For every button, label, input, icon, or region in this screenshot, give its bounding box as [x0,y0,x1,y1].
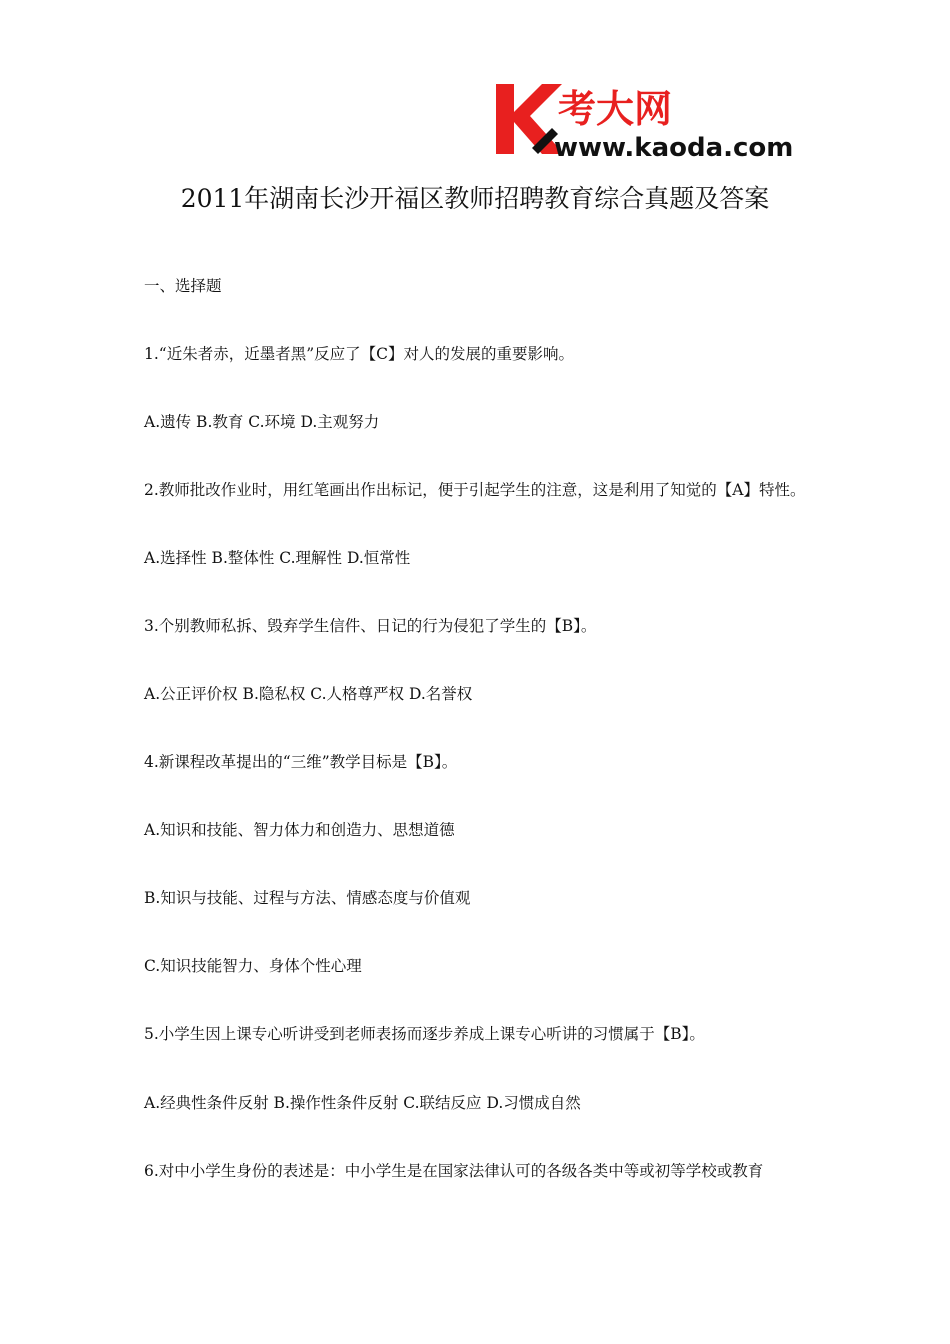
question-4-option-a: A.知识和技能、智力体力和创造力、思想道德 [144,821,455,839]
question-2: 2.教师批改作业时，用红笔画出作出标记，便于引起学生的注意，这是利用了知觉的【A】特性。 [144,481,806,499]
page-title: 2011年湖南长沙开福区教师招聘教育综合真题及答案 [180,184,770,213]
question-5: 5.小学生因上课专心听讲受到老师表扬而逐步养成上课专心听讲的习惯属于【B】。 [144,1025,705,1043]
question-4-option-c: C.知识技能智力、身体个性心理 [144,957,362,975]
question-3: 3.个别教师私拆、毁弃学生信件、日记的行为侵犯了学生的【B】。 [144,617,597,635]
question-6: 6.对中小学生身份的表述是：中小学生是在国家法律认可的各级各类中等或初等学校或教育 [144,1162,764,1180]
question-4: 4.新课程改革提出的“三维”教学目标是【B】。 [144,753,458,771]
question-3-options: A.公正评价权 B.隐私权 C.人格尊严权 D.名誉权 [144,685,473,703]
kaoda-logo-mark [492,78,812,160]
logo-brand-cn: 考大网 [558,87,673,131]
section-heading: 一、选择题 [144,277,222,295]
question-1-options: A.遗传 B.教育 C.环境 D.主观努力 [144,413,380,431]
question-5-options: A.经典性条件反射 B.操作性条件反射 C.联结反应 D.习惯成自然 [144,1094,581,1112]
question-4-option-b: B.知识与技能、过程与方法、情感态度与价值观 [144,889,471,907]
logo-brand-url: www.kaoda.com [554,133,794,160]
kaoda-logo [492,78,812,160]
question-1: 1.“近朱者赤，近墨者黑”反应了【C】对人的发展的重要影响。 [144,345,574,363]
question-2-options: A.选择性 B.整体性 C.理解性 D.恒常性 [144,549,411,567]
